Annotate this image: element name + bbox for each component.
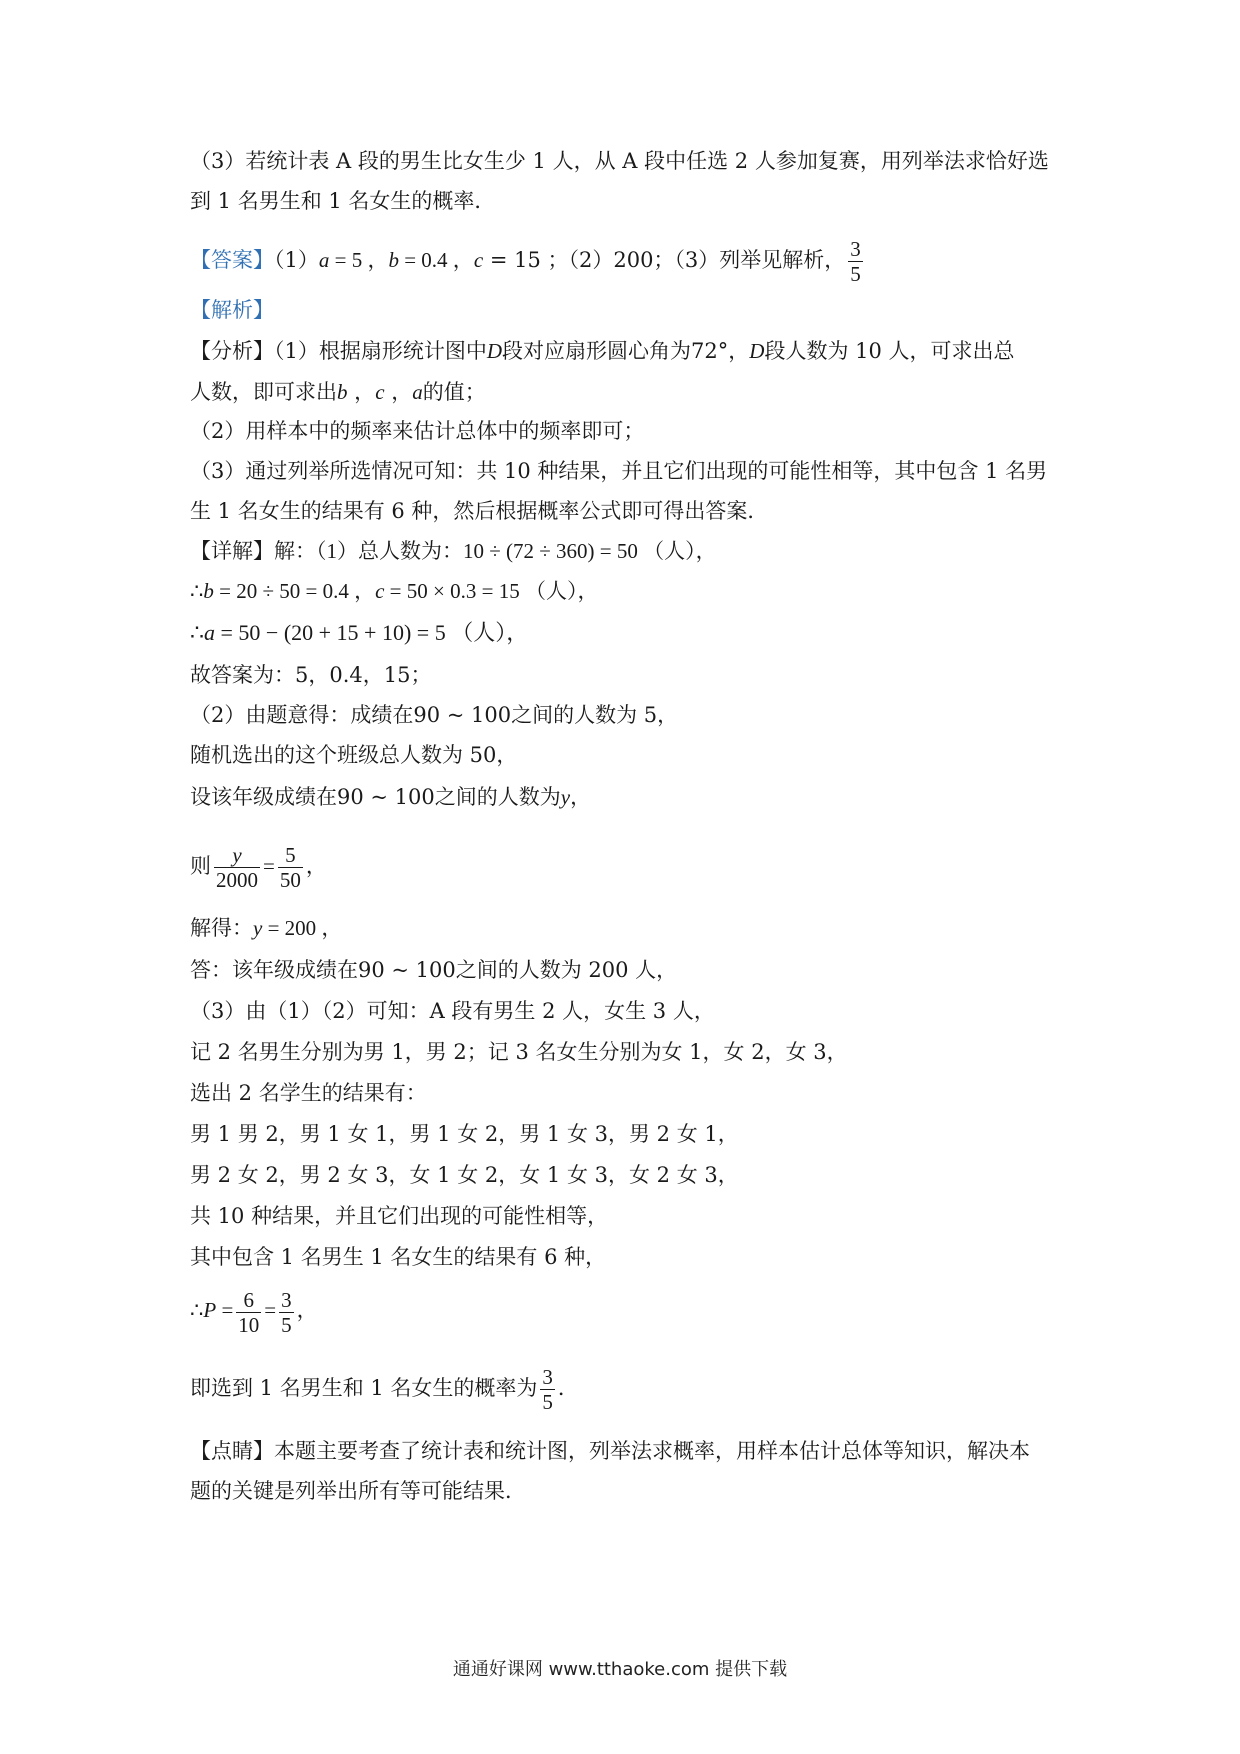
question-3-line-2: 到 1 名男生和 1 名女生的概率． [190, 189, 496, 213]
detail-line-9: 解得：y = 200 ， [190, 916, 343, 940]
detail-line-1: 【详解】解：（1）总人数为：10 ÷ (72 ÷ 360) = 50 （人）， [190, 539, 717, 563]
detail-line-15: 男 2 女 2，男 2 女 3，女 1 女 2，女 1 女 3，女 2 女 3， [190, 1163, 739, 1187]
fraction-3-5: $\frac{3}{5}$ [281, 1287, 292, 1337]
analysis-line-1: 【分析】（1）根据扇形统计图中D段对应扇形圆心角为72°，D段人数为 10 人，可求出总 [190, 339, 1015, 363]
detail-line-18: ∴P = $\frac{6}{10}$ = $\frac{3}{5}$ ， [190, 1287, 318, 1337]
dianjing-line-1: 【点睛】本题主要考查了统计表和统计图，列举法求概率，用样本估计总体等知识，解决本 [190, 1439, 1030, 1463]
page-footer: 通通好课网 www.tthaoke.com 提供下载 [452, 1659, 788, 1680]
detail-line-6: 随机选出的这个班级总人数为 50， [190, 743, 518, 767]
answer-line: 【答案】（1）a = 5 ，b = 0.4 ，c = 15 ；（2）200；（3）列举见解析， $\frac{3}{5}$ [190, 237, 861, 286]
detail-line-13: 选出 2 名学生的结果有： [190, 1081, 427, 1105]
fraction-6-10: $\frac{6}{10}$ [238, 1287, 260, 1337]
detail-line-8: 则 $\frac{y}{2000}$ = $\frac{5}{50}$ ， [190, 843, 327, 892]
detail-line-3: ∴a = 50 − (20 + 15 + 10) = 5 （人）， [190, 620, 529, 645]
analysis-label: 【解析】 [190, 298, 274, 322]
detail-line-4: 故答案为：5，0.4，15； [190, 663, 432, 687]
analysis-line-2: 人数，即可求出b ，c ，a的值； [190, 380, 486, 404]
analysis-line-3: （2）用样本中的频率来估计总体中的频率即可； [190, 419, 645, 443]
detail-line-2: ∴b = 20 ÷ 50 = 0.4 ，c = 50 × 0.3 = 15 （人）， [190, 579, 599, 603]
detail-line-7: 设该年级成绩在90 ~ 100之间的人数为y， [190, 785, 592, 809]
detail-line-16: 共 10 种结果，并且它们出现的可能性相等， [190, 1204, 609, 1228]
analysis-line-5: 生 1 名女生的结果有 6 种，然后根据概率公式即可得出答案． [190, 499, 769, 523]
fraction-probability: $\frac{3}{5}$ [542, 1365, 553, 1414]
answer-label: 【答案】 [190, 248, 274, 272]
dianjing-line-2: 题的关键是列举出所有等可能结果． [190, 1479, 526, 1503]
answer-fraction: $\frac{3}{5}$ [850, 237, 861, 286]
detail-line-12: 记 2 名男生分别为男 1，男 2；记 3 名女生分别为女 1，女 2，女 3， [190, 1040, 848, 1064]
detail-line-10: 答：该年级成绩在90 ~ 100之间的人数为 200 人， [190, 958, 678, 982]
dianjing-label: 【点睛】 [190, 1439, 274, 1463]
detail-line-11: （3）由（1）（2）可知：A 段有男生 2 人，女生 3 人， [190, 999, 715, 1023]
detail-line-5: （2）由题意得：成绩在90 ~ 100之间的人数为 5， [190, 703, 679, 727]
question-3-line-1: （3）若统计表 A 段的男生比女生少 1 人，从 A 段中任选 2 人参加复赛，用列举法求恰好选 [190, 149, 1049, 173]
xiangjie-label: 【详解】 [190, 539, 274, 563]
fraction-5-50: $\frac{5}{50}$ [279, 843, 301, 892]
fraction-y-2000: $\frac{y}{2000}$ [216, 843, 258, 892]
analysis-line-4: （3）通过列举所选情况可知：共 10 种结果，并且它们出现的可能性相等，其中包含 1 名男 [190, 459, 1048, 483]
detail-line-19: 即选到 1 名男生和 1 名女生的概率为 $\frac{3}{5}$ ． [190, 1365, 579, 1414]
fenxi-label: 【分析】 [190, 339, 274, 363]
detail-line-14: 男 1 男 2，男 1 女 1，男 1 女 2，男 1 女 3，男 2 女 1， [190, 1122, 739, 1146]
detail-line-17: 其中包含 1 名男生 1 名女生的结果有 6 种， [190, 1245, 607, 1269]
